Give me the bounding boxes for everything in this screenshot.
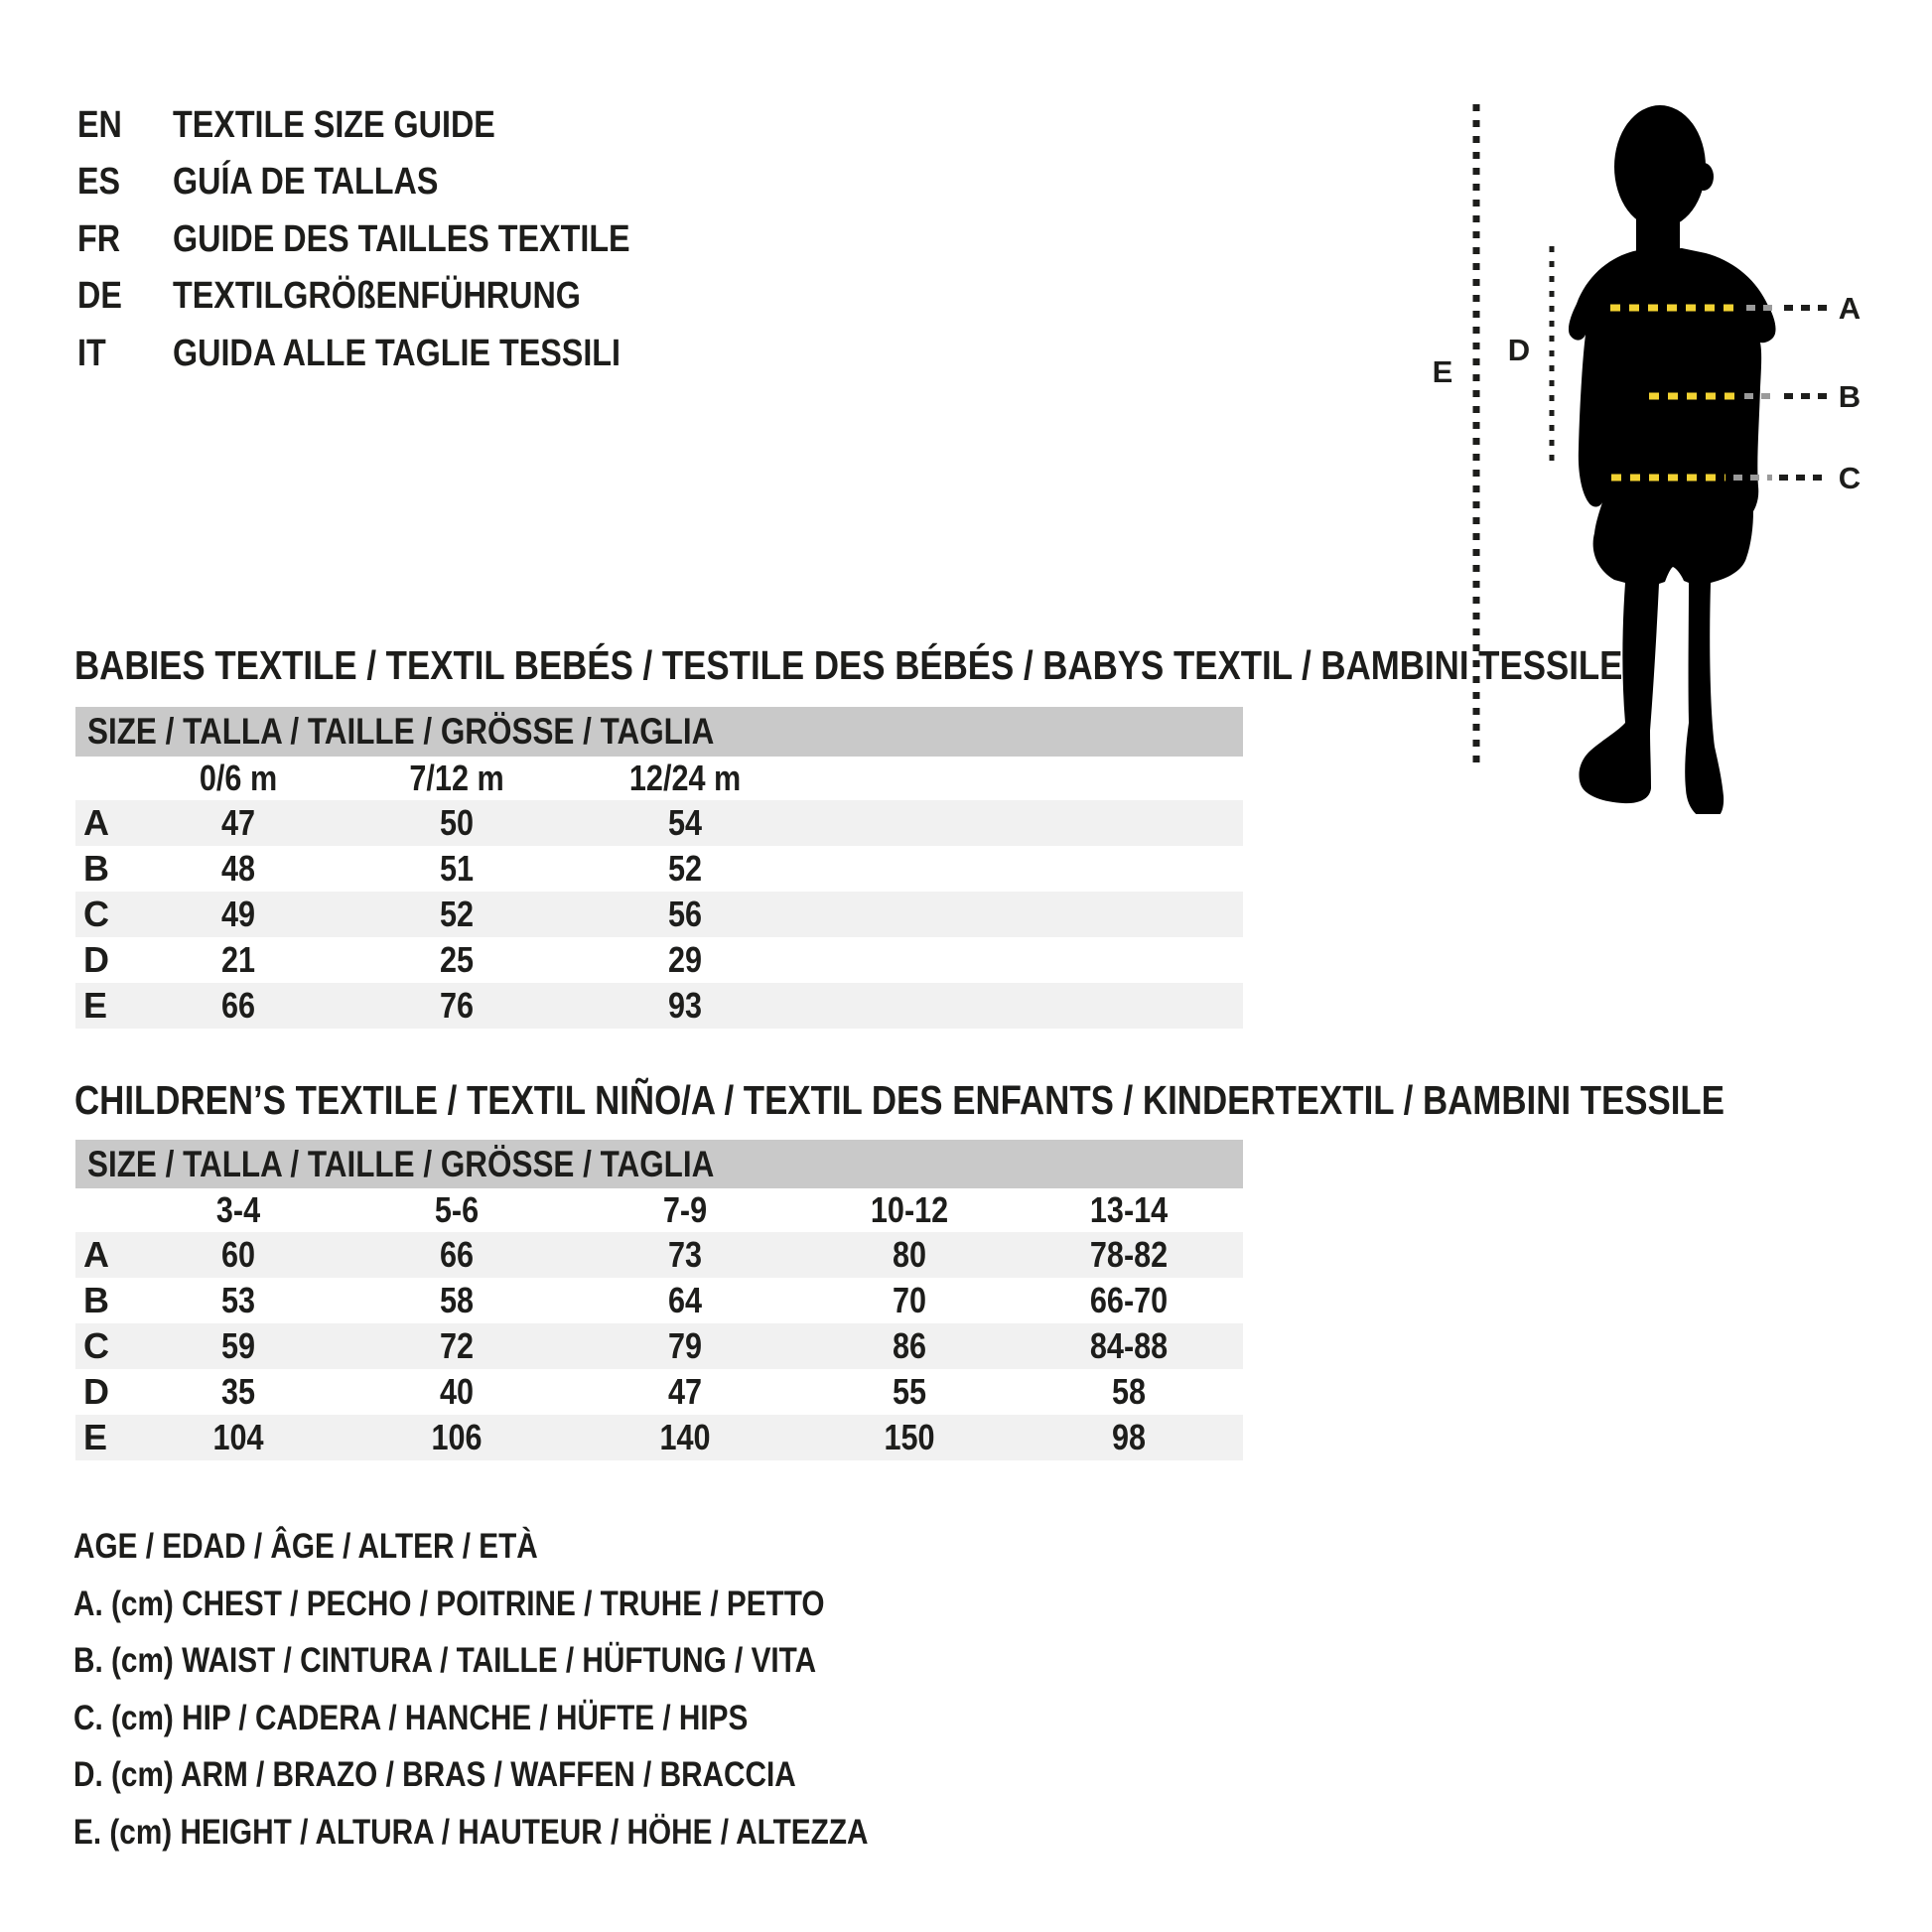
table-cell-value: 106	[431, 1417, 483, 1457]
table-row	[75, 1323, 1243, 1369]
language-code: EN	[77, 104, 122, 146]
row-label: A	[83, 802, 109, 843]
table-cell-value: 35	[220, 1371, 256, 1412]
table-row	[75, 846, 1243, 892]
table-cell	[347, 985, 566, 1027]
children-size-table	[75, 1188, 1243, 1460]
row-label: B	[83, 1280, 109, 1320]
table-cell-value: 104	[212, 1417, 264, 1457]
table-cell-value: 53	[220, 1280, 256, 1320]
legend-item-text: E. (cm) HEIGHT / ALTURA / HAUTEUR / HÖHE / ALTEZZA	[73, 1813, 869, 1852]
table-header-row	[75, 757, 1243, 800]
table-row	[75, 1232, 1243, 1278]
table-cell-value: 98	[1111, 1417, 1147, 1457]
figure-label-e: E	[1432, 354, 1453, 389]
table-cell	[566, 985, 804, 1027]
table-cell-value: 66	[220, 985, 256, 1026]
column-header	[566, 758, 804, 799]
children-size-header-bar: SIZE / TALLA / TAILLE / GRÖSSE / TAGLIA	[75, 1140, 1243, 1188]
table-cell-value: 59	[220, 1325, 256, 1366]
babies-size-header-bar: SIZE / TALLA / TAILLE / GRÖSSE / TAGLIA	[75, 707, 1243, 757]
row-label: D	[83, 1371, 109, 1412]
table-cell-value: 84-88	[1089, 1325, 1169, 1366]
row-label: D	[83, 939, 109, 980]
legend-item	[73, 1699, 867, 1738]
column-header	[804, 1189, 1015, 1231]
table-cell	[129, 1417, 347, 1458]
table-cell-value: 80	[892, 1234, 927, 1275]
table-cell	[804, 1417, 1015, 1458]
figure-label-c: C	[1838, 461, 1862, 495]
language-guide-title: GUÍA DE TALLAS	[173, 161, 439, 203]
child-silhouette	[1569, 105, 1776, 814]
children-section-heading: CHILDREN’S TEXTILE / TEXTIL NIÑO/A / TEXTIL DES ENFANTS / KINDERTEXTIL / BAMBINI TESSILE	[74, 1077, 1725, 1123]
table-cell	[566, 1417, 804, 1458]
babies-size-table	[75, 757, 1243, 1029]
language-code: FR	[77, 218, 121, 260]
table-cell	[129, 802, 347, 844]
table-cell-value: 66	[439, 1234, 475, 1275]
legend-item-text: C. (cm) HIP / CADERA / HANCHE / HÜFTE / HIPS	[73, 1699, 749, 1737]
table-header-row	[75, 1188, 1243, 1232]
table-cell-value: 52	[439, 894, 475, 934]
column-header-label: 7-9	[662, 1189, 708, 1230]
table-cell	[804, 1234, 1015, 1276]
table-cell-value: 150	[884, 1417, 935, 1457]
table-row	[75, 892, 1243, 937]
table-cell-value: 51	[439, 848, 475, 889]
column-header-label: 12/24 m	[628, 758, 742, 798]
table-cell	[347, 1371, 566, 1413]
table-cell	[566, 1325, 804, 1367]
legend-item	[73, 1813, 1009, 1853]
figure-label-a: A	[1838, 291, 1862, 326]
language-guide-title: GUIDA ALLE TAGLIE TESSILI	[173, 333, 621, 374]
table-cell-value: 58	[1111, 1371, 1147, 1412]
table-cell-value: 50	[439, 802, 475, 843]
figure-label-b: B	[1838, 379, 1862, 414]
table-cell-value: 79	[667, 1325, 703, 1366]
legend-item	[73, 1755, 923, 1795]
column-header	[129, 1189, 347, 1231]
language-guide-title: GUIDE DES TAILLES TEXTILE	[173, 218, 630, 260]
table-cell	[347, 1234, 566, 1276]
column-header	[129, 758, 347, 799]
table-cell-value: 55	[892, 1371, 927, 1412]
language-guide-title: TEXTILGRÖßENFÜHRUNG	[173, 275, 581, 317]
table-cell	[347, 894, 566, 935]
table-cell	[347, 1417, 566, 1458]
table-cell	[129, 985, 347, 1027]
legend-item-text: B. (cm) WAIST / CINTURA / TAILLE / HÜFTUNG / VITA	[73, 1641, 817, 1680]
table-cell	[129, 939, 347, 981]
table-cell-value: 64	[667, 1280, 703, 1320]
legend-item-text: D. (cm) ARM / BRAZO / BRAS / WAFFEN / BRACCIA	[73, 1755, 796, 1794]
table-cell	[566, 1280, 804, 1321]
column-header-label: 13-14	[1089, 1189, 1169, 1230]
table-cell-value: 58	[439, 1280, 475, 1320]
row-label: C	[83, 894, 109, 934]
column-header	[566, 1189, 804, 1231]
column-header-label: 3-4	[215, 1189, 261, 1230]
table-cell	[129, 1325, 347, 1367]
table-cell	[804, 1280, 1015, 1321]
legend-item-text: A. (cm) CHEST / PECHO / POITRINE / TRUHE / PETTO	[73, 1585, 825, 1623]
table-cell	[804, 1371, 1015, 1413]
table-cell	[566, 1234, 804, 1276]
legend-item	[73, 1641, 947, 1681]
table-cell	[1015, 1234, 1243, 1276]
table-row	[75, 937, 1243, 983]
table-cell	[129, 1234, 347, 1276]
table-cell-value: 54	[667, 802, 703, 843]
table-cell-value: 47	[220, 802, 256, 843]
table-cell-value: 29	[667, 939, 703, 980]
table-cell-value: 60	[220, 1234, 256, 1275]
table-cell	[347, 848, 566, 890]
legend-item	[73, 1585, 957, 1624]
table-cell-value: 70	[892, 1280, 927, 1320]
column-header-label: 10-12	[870, 1189, 949, 1230]
child-measurement-figure	[1390, 60, 1932, 814]
table-cell-value: 49	[220, 894, 256, 934]
table-cell-value: 52	[667, 848, 703, 889]
row-label: C	[83, 1325, 109, 1366]
language-guide-title: TEXTILE SIZE GUIDE	[173, 104, 495, 146]
table-cell	[566, 848, 804, 890]
column-header	[347, 758, 566, 799]
row-label: E	[83, 985, 108, 1026]
column-header-label: 7/12 m	[409, 758, 504, 798]
column-header-label: 5-6	[434, 1189, 480, 1230]
row-label: E	[83, 1417, 108, 1457]
table-cell	[347, 1280, 566, 1321]
table-cell	[804, 1325, 1015, 1367]
table-cell	[566, 802, 804, 844]
table-cell-value: 72	[439, 1325, 475, 1366]
table-cell-value: 47	[667, 1371, 703, 1412]
table-cell-value: 76	[439, 985, 475, 1026]
table-cell	[1015, 1371, 1243, 1413]
column-header	[1015, 1189, 1243, 1231]
table-cell-value: 25	[439, 939, 475, 980]
table-cell	[347, 1325, 566, 1367]
column-header	[347, 1189, 566, 1231]
table-cell-value: 48	[220, 848, 256, 889]
table-cell-value: 56	[667, 894, 703, 934]
table-row	[75, 1278, 1243, 1323]
language-code: DE	[77, 275, 122, 317]
table-cell-value: 73	[667, 1234, 703, 1275]
table-cell	[129, 894, 347, 935]
table-row	[75, 983, 1243, 1029]
figure-label-d: D	[1507, 333, 1531, 367]
column-header-label: 0/6 m	[199, 758, 278, 798]
table-row	[75, 1369, 1243, 1415]
table-cell	[129, 1280, 347, 1321]
table-row	[75, 800, 1243, 846]
table-cell-value: 66-70	[1089, 1280, 1169, 1320]
table-cell	[129, 1371, 347, 1413]
table-cell	[1015, 1280, 1243, 1321]
table-cell-value: 40	[439, 1371, 475, 1412]
table-cell	[566, 939, 804, 981]
language-code: ES	[77, 161, 121, 203]
row-label: B	[83, 848, 109, 889]
table-cell-value: 78-82	[1089, 1234, 1169, 1275]
table-cell	[1015, 1325, 1243, 1367]
row-label: A	[83, 1234, 109, 1275]
table-cell	[347, 802, 566, 844]
table-row	[75, 1415, 1243, 1460]
legend-age-line: AGE / EDAD / ÂGE / ALTER / ETÀ	[73, 1527, 538, 1566]
table-cell-value: 140	[659, 1417, 711, 1457]
table-cell-value: 86	[892, 1325, 927, 1366]
table-cell	[129, 848, 347, 890]
table-cell	[347, 939, 566, 981]
table-cell	[1015, 1417, 1243, 1458]
table-cell	[566, 894, 804, 935]
babies-section-heading: BABIES TEXTILE / TEXTIL BEBÉS / TESTILE DES BÉBÉS / BABYS TEXTIL / BAMBINI TESSILE	[74, 642, 1623, 688]
table-cell-value: 21	[220, 939, 256, 980]
language-code: IT	[77, 333, 106, 374]
table-cell	[566, 1371, 804, 1413]
table-cell-value: 93	[667, 985, 703, 1026]
